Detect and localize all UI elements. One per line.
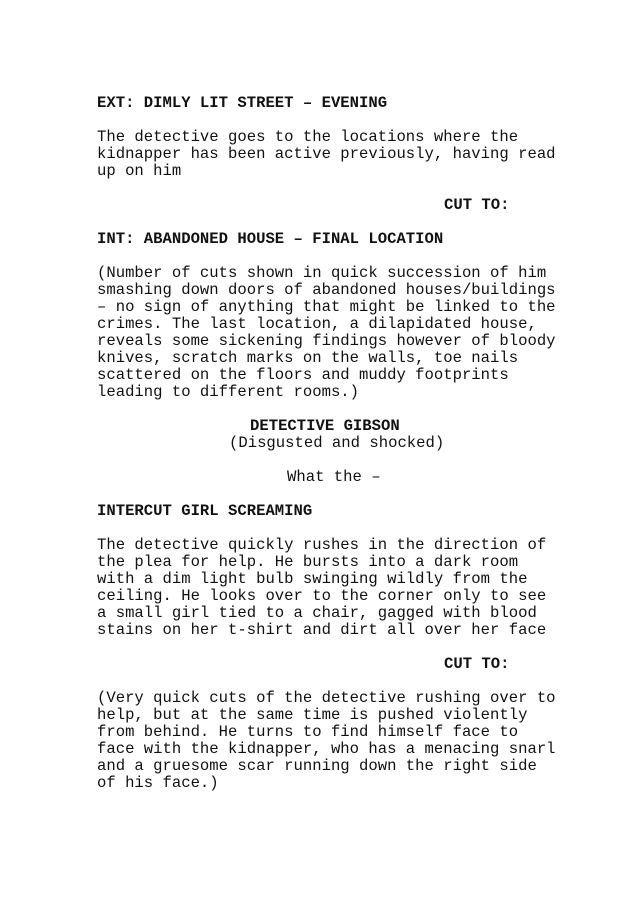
action-block (97, 537, 557, 639)
action-line: – no sign of anything that might be linked to the (97, 298, 556, 316)
dialogue: What the – (287, 468, 381, 486)
action-line: help, but at the same time is pushed violently (97, 706, 528, 724)
action-block (97, 690, 557, 792)
action-line: a small girl tied to a chair, gagged with blood (97, 604, 537, 622)
action-line: scattered on the floors and muddy footprints (97, 366, 509, 384)
action-line: leading to different rooms.) (97, 383, 360, 401)
action-line: (Number of cuts shown in quick succession of him (97, 264, 547, 282)
action-line: with a dim light bulb swinging wildly from the (97, 570, 528, 588)
scene-heading: INTERCUT GIRL SCREAMING (97, 502, 313, 520)
action-line: (Very quick cuts of the detective rushing over to (97, 689, 556, 707)
action-line: of his face.) (97, 774, 219, 792)
character-name: DETECTIVE GIBSON (250, 417, 400, 435)
action-line: up on him (97, 162, 182, 180)
action-line: smashing down doors of abandoned houses/buildings (97, 281, 556, 299)
action-line: ceiling. He looks over to the corner only to see (97, 587, 547, 605)
scene-heading: EXT: DIMLY LIT STREET – EVENING (97, 94, 388, 112)
action-line: reveals some sickening findings however of bloody (97, 332, 556, 350)
action-line: The detective quickly rushes in the direction of (97, 536, 547, 554)
action-block (97, 129, 557, 180)
action-line: knives, scratch marks on the walls, toe nails (97, 349, 519, 367)
transition: CUT TO: (444, 655, 510, 673)
action-line: kidnapper has been active previously, having read (97, 145, 556, 163)
scene-heading: INT: ABANDONED HOUSE – FINAL LOCATION (97, 230, 444, 248)
transition: CUT TO: (444, 196, 510, 214)
action-block (97, 265, 557, 401)
action-line: The detective goes to the locations where the (97, 128, 519, 146)
action-line: from behind. He turns to find himself face to (97, 723, 519, 741)
parenthetical: (Disgusted and shocked) (229, 434, 445, 452)
action-line: face with the kidnapper, who has a menacing snarl (97, 740, 556, 758)
action-line: crimes. The last location, a dilapidated house, (97, 315, 537, 333)
action-line: the plea for help. He bursts into a dark room (97, 553, 519, 571)
action-line: stains on her t-shirt and dirt all over her face (97, 621, 547, 639)
action-line: and a gruesome scar running down the right side (97, 757, 537, 775)
